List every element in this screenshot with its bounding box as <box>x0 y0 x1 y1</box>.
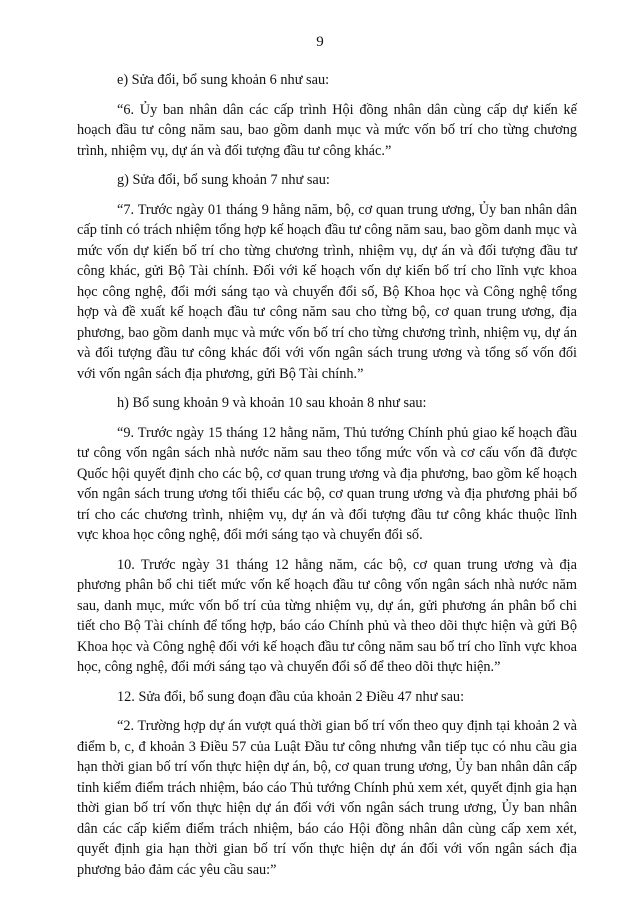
paragraph-clause-7-text: “7. Trước ngày 01 tháng 9 hằng năm, bộ, cơ quan trung ương, Ủy ban nhân dân cấp tỉnh có trách nhiệm tổng hợp kế hoạch đầu tư công năm sau, bao gồm danh mục và mức vốn dự kiến bố trí cho từng chương trình, nhiệm vụ, dự án và đối tượng đầu tư công khác, gửi Bộ Tài chính. Đối với kế hoạch vốn dự kiến bố trí cho lĩnh vực khoa học công nghệ, đổi mới sáng tạo và chuyển đổi số, Bộ Khoa học và Công nghệ tổng hợp và đề xuất kế hoạch đầu tư công năm sau cho từng bộ, cơ quan trung ương, địa phương, bao gồm danh mục và mức vốn bố trí cho từng chương trình, nhiệm vụ, dự án và đối tượng đầu tư công khác đối với vốn ngân sách trung ương và tổng số vốn đối với vốn ngân sách địa phương, gửi Bộ Tài chính.” <box>77 201 577 382</box>
paragraph-add-clauses-9-10: h) Bổ sung khoản 9 và khoản 10 sau khoản 8 như sau: <box>117 395 427 411</box>
paragraph-clause-6-text: “6. Ủy ban nhân dân các cấp trình Hội đồng nhân dân cùng cấp dự kiến kế hoạch đầu tư công năm sau, bao gồm danh mục và mức vốn bố trí cho từng chương trình, nhiệm vụ, dự án và đối tượng đầu tư công khác.” <box>77 101 577 159</box>
paragraph-clause-10-text: 10. Trước ngày 31 tháng 12 hằng năm, các bộ, cơ quan trung ương và địa phương phân bổ chi tiết mức vốn kế hoạch đầu tư công vốn ngân sách nhà nước năm sau, danh mục, mức vốn bố trí của từng nhiệm vụ, dự án, gửi phương án phân bổ chi tiết cho Bộ Tài chính để tổng hợp, báo cáo Chính phủ và theo dõi thực hiện và gửi Bộ Khoa học và Công nghệ đối với kế hoạch đầu tư công năm sau bố trí cho lĩnh vực khoa học, công nghệ, đổi mới sáng tạo và chuyển đổi số để theo dõi thực hiện.” <box>77 556 577 675</box>
paragraph-article-47-text: “2. Trường hợp dự án vượt quá thời gian bố trí vốn theo quy định tại khoản 2 và điểm b, c, đ khoản 3 Điều 57 của Luật Đầu tư công nhưng vẫn tiếp tục có nhu cầu gia hạn thời gian bố trí vốn thực hiện dự án, bộ, cơ quan trung ương, Ủy ban nhân dân cấp tỉnh kiểm điểm trách nhiệm, báo cáo Thủ tướng Chính phủ xem xét, quyết định gia hạn thời gian bố trí vốn thực hiện dự án đối với vốn ngân sách trung ương, Ủy ban nhân dân các cấp kiểm điểm trách nhiệm, báo cáo Hội đồng nhân dân cùng cấp xem xét, quyết định gia hạn thời gian bố trí vốn thực hiện dự án đối với vốn ngân sách địa phương bảo đảm các yêu cầu sau:” <box>77 718 577 878</box>
paragraph-amend-clause-7: g) Sửa đổi, bổ sung khoản 7 như sau: <box>117 172 330 188</box>
page-number: 9 <box>316 34 324 50</box>
paragraph-amend-article-47: 12. Sửa đổi, bổ sung đoạn đầu của khoản 2 Điều 47 như sau: <box>117 688 465 705</box>
paragraph-clause-9-text: “9. Trước ngày 15 tháng 12 hằng năm, Thủ tướng Chính phủ giao kế hoạch đầu tư công vốn ngân sách nhà nước năm sau theo tổng mức vốn và cơ cấu vốn đã được Quốc hội quyết định cho các bộ, cơ quan trung ương và địa phương, bao gồm kế hoạch vốn ngân sách trung ương tối thiểu các bộ, cơ quan trung ương và địa phương phải bố trí cho các chương trình, nhiệm vụ, dự án và đối tượng đầu tư công khác thuộc lĩnh vực khoa học công nghệ, đổi mới sáng tạo và chuyển đổi số. <box>77 424 577 543</box>
paragraph-amend-clause-6: e) Sửa đổi, bổ sung khoản 6 như sau: <box>117 72 330 88</box>
document-body <box>77 70 577 889</box>
